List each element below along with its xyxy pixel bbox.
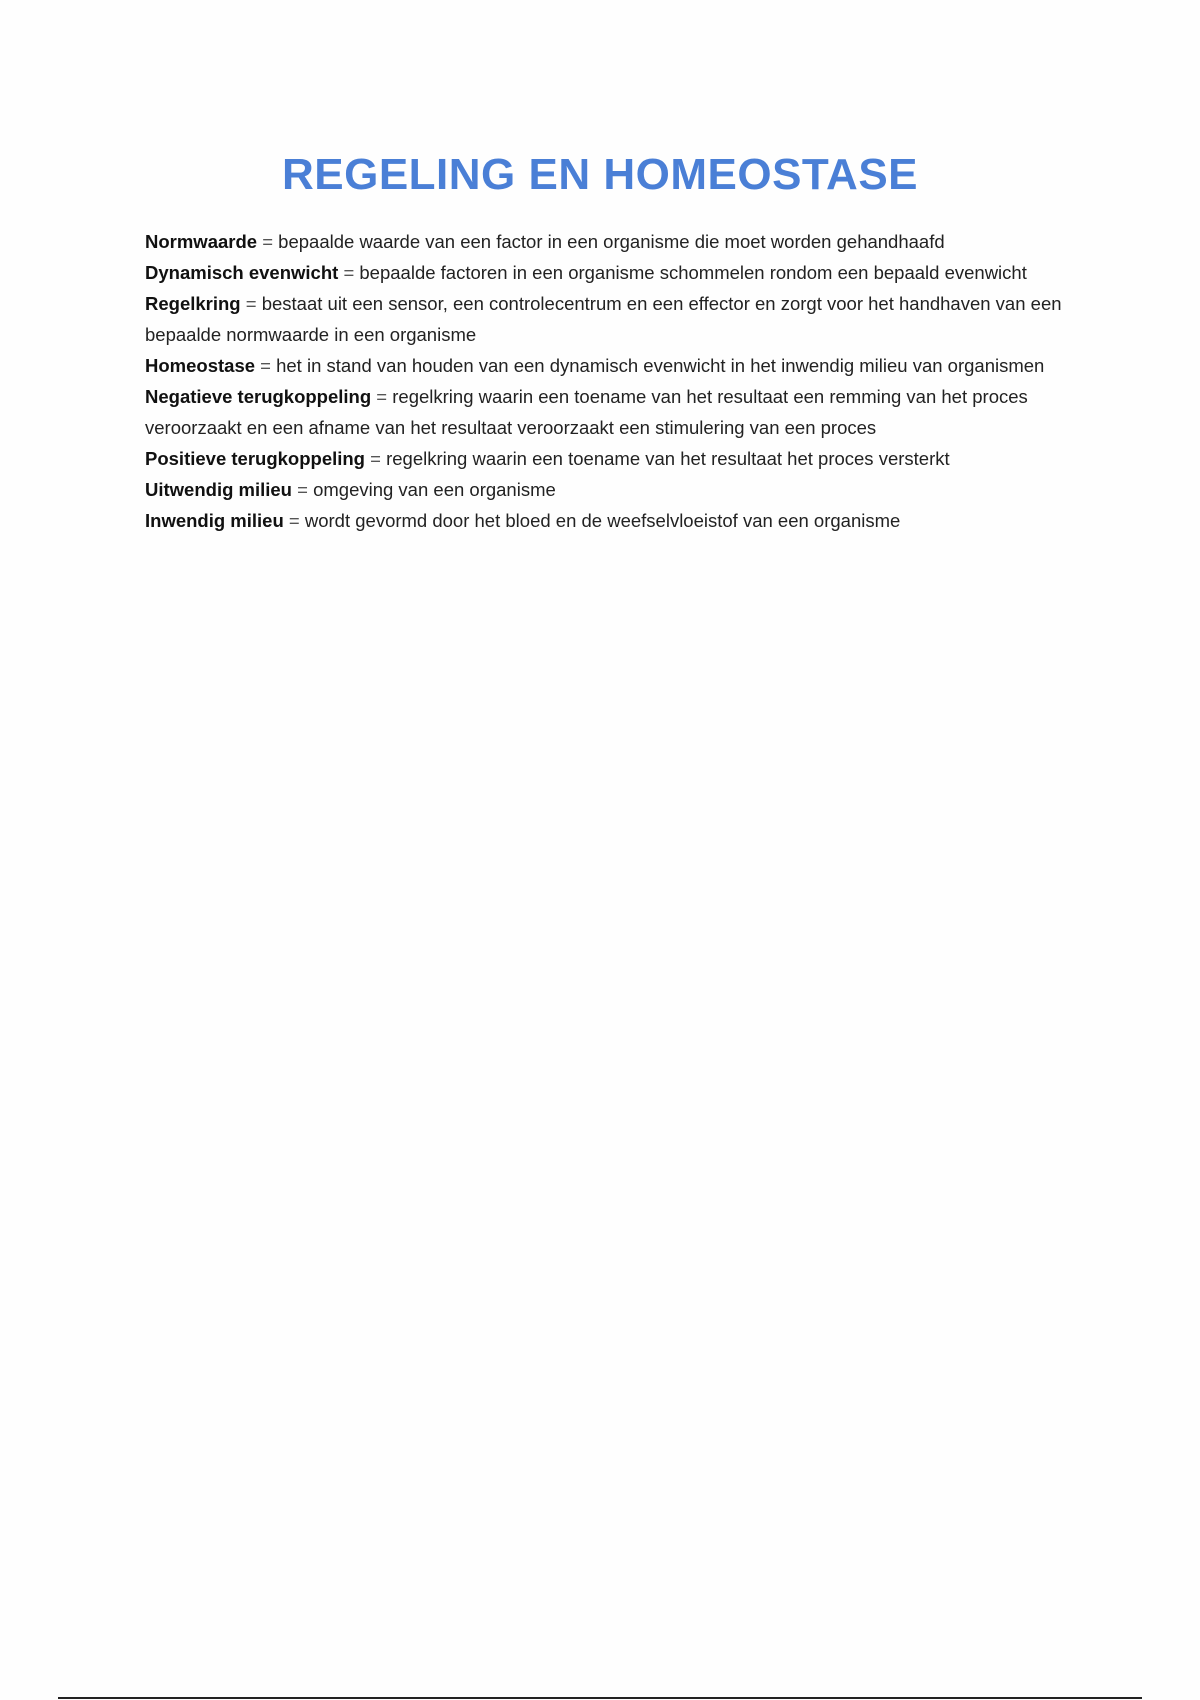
definition-separator: = bbox=[370, 448, 381, 469]
definition-description: omgeving van een organisme bbox=[313, 479, 556, 500]
definition-separator: = bbox=[260, 355, 271, 376]
definition-separator: = bbox=[343, 262, 355, 283]
definition-description: bepaalde factoren in een organisme schommelen rondom een bepaald evenwicht bbox=[359, 262, 1027, 283]
definition-list bbox=[145, 226, 1065, 536]
definition-description: regelkring waarin een toename van het resultaat het proces versterkt bbox=[386, 448, 950, 469]
definition-term: Uitwendig milieu bbox=[145, 479, 292, 500]
definition-item bbox=[145, 350, 1065, 381]
definition-term: Positieve terugkoppeling bbox=[145, 448, 365, 469]
definition-item bbox=[145, 381, 1065, 443]
definition-separator: = bbox=[297, 479, 308, 500]
definition-item bbox=[145, 257, 1065, 288]
definition-item bbox=[145, 505, 1065, 536]
definition-term: Inwendig milieu bbox=[145, 510, 284, 531]
page-title: REGELING EN HOMEOSTASE bbox=[281, 150, 919, 199]
definition-description: regelkring waarin een toename van het resultaat een remming van het proces veroorzaakt en een afname van het resultaat veroorzaakt een stimulering van een proces bbox=[145, 386, 1028, 438]
definition-item bbox=[145, 226, 1065, 257]
definition-term: Homeostase bbox=[145, 355, 256, 376]
definition-item bbox=[145, 474, 1065, 505]
definition-item bbox=[145, 443, 1065, 474]
definition-description: het in stand van houden van een dynamisch evenwicht in het inwendig milieu van organismen bbox=[276, 355, 1045, 376]
definition-separator: = bbox=[262, 231, 274, 252]
definition-term: Normwaarde bbox=[145, 231, 258, 252]
definition-description: wordt gevormd door het bloed en de weefselvloeistof van een organisme bbox=[304, 510, 901, 531]
footer-divider bbox=[58, 1697, 1142, 1699]
definition-description: bestaat uit een sensor, een controlecentrum en een effector en zorgt voor het handhaven van een bepaalde normwaarde in een organisme bbox=[145, 293, 1062, 345]
definition-term: Regelkring bbox=[145, 293, 241, 314]
definition-separator: = bbox=[376, 386, 388, 407]
definition-item bbox=[145, 288, 1065, 350]
definition-separator: = bbox=[245, 293, 257, 314]
definition-description: bepaalde waarde van een factor in een organisme die moet worden gehandhaafd bbox=[278, 231, 945, 252]
definition-term: Negatieve terugkoppeling bbox=[145, 386, 372, 407]
definition-separator: = bbox=[288, 510, 300, 531]
definition-term: Dynamisch evenwicht bbox=[145, 262, 339, 283]
